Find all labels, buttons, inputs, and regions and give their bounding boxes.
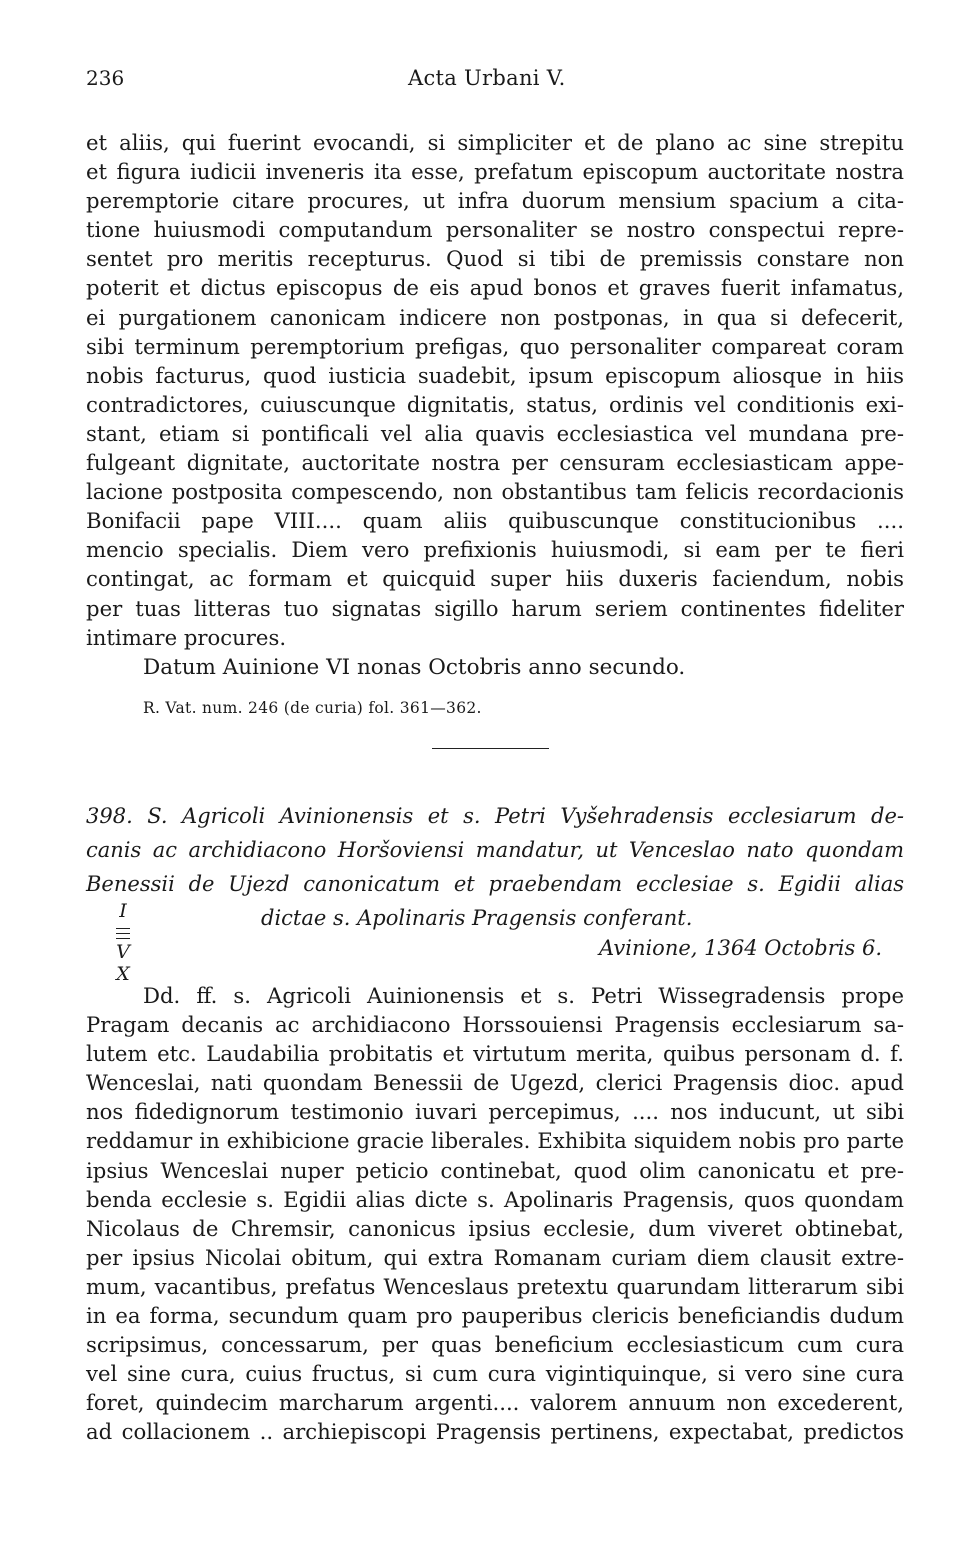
text-line: per ipsius Nicolai obitum, qui extra Romanam curiam diem clausit extre- [86,1244,904,1270]
text-line: in ea forma, secundum quam pro pauperibus clericis beneficiandis dudum [86,1303,904,1329]
text-line: ei purgationem canonicam indicere non postponas, in qua si defecerit, [86,304,904,330]
document-heading [86,799,904,935]
running-head: Acta Urbani V. [408,66,566,90]
reference-numeral: V [116,941,130,963]
archival-source: R. Vat. num. 246 (de curia) fol. 361—362. [143,699,482,717]
document-number: 398. [86,804,133,828]
text-line: mencio specialis. Diem vero prefixionis huiusmodi, si eam per te fieri [86,537,904,563]
page-number: 236 [86,66,125,90]
text-line: contingat, ac formam et quicquid super hiis duxeris faciendum, nobis [86,566,904,592]
reference-numeral: X [116,963,130,985]
text-line: Nicolaus de Chremsir, canonicus ipsius ecclesie, dum viveret obtinebat, [86,1215,904,1241]
text-line: ipsius Wenceslai nuper peticio continebat, quod olim canonicatu et pre- [86,1157,904,1183]
text-line: vel sine cura, cuius fructus, si cum cura vigintiquinque, si vero sine cura [86,1361,904,1387]
text-line: ad collacionem .. archiepiscopi Pragensis pertinens, expectabat, predictos [86,1419,904,1445]
text-line: stant, etiam si pontificali vel alia quavis ecclesiastica vel mundana pre- [86,420,904,446]
heading-line [86,799,904,833]
text-line: tione huiusmodi computandum personaliter se nostro conspectui repre- [86,217,904,243]
text-line: Dd. ff. s. Agricoli Auinionensis et s. Petri Wissegradensis prope [143,983,904,1008]
dating-clause: Datum Auinione VI nonas Octobris anno secundo. [143,655,686,680]
text-line: scripsimus, concessarum, per quas beneficium ecclesiasticum cum cura [86,1332,904,1358]
text-line: et figura iudicii inveneris ita esse, prefatum episcopum auctoritate nostra [86,159,904,185]
text-line: fulgeant dignitate, auctoritate nostra per censuram ecclesiasticam appe- [86,450,904,476]
text-line: foret, quindecim marcharum argenti.... valorem annuum non excederent, [86,1390,904,1416]
text-line: benda ecclesie s. Egidii alias dicte s. Apolinaris Pragensis, quos quondam [86,1186,904,1212]
heading-text: S. Agricoli Avinionensis et s. Petri Vyšehradensis ecclesiarum de- [147,804,904,828]
heading-line: canis ac archidiacono Horšoviensi mandatur, ut Venceslao nato quondam [86,838,904,862]
text-line: per tuas litteras tuo signatas sigillo harum seriem continentes fideliter [86,595,904,621]
text-line: intimare procures. [86,624,287,650]
text-line: nobis facturus, quod iusticia suadebit, ipsum episcopum aliosque in hiis [86,362,904,388]
text-line: poterit et dictus episcopus de eis apud bonos et graves fuerit infamatus, [86,275,904,301]
heading-line: dictae s. Apolinaris Pragensis conferant. [261,906,693,930]
text-line: Bonifacii pape VIII.... quam aliis quibuscunque constitucionibus .... [86,508,904,534]
text-line: reddamur in exhibicione gracie liberales. Exhibita siquidem nobis pro parte [86,1128,904,1154]
reference-numeral: I [119,900,127,922]
text-line: mum, vacantibus, prefatus Wenceslaus pretextu quarundam litterarum sibi [86,1273,904,1299]
page-header [86,66,906,102]
text-line: peremptorie citare procures, ut infra duorum mensium spacium a cita- [86,188,904,214]
heading-line: Benessii de Ujezd canonicatum et praebendam ecclesiae s. Egidii alias [86,872,904,896]
text-line: sibi terminum peremptorium prefigas, quo personaliter compareat coram [86,333,904,359]
text-line: et aliis, qui fuerint evocandi, si simpliciter et de plano ac sine strepitu [86,130,904,155]
text-line: Pragam decanis ac archidiacono Horssouiensi Pragensis ecclesiarum sa- [86,1012,904,1038]
text-line: Wenceslai, nati quondam Benessii de Ugezd, clerici Pragensis dioc. apud [86,1070,904,1096]
text-line: lacione postposita compescendo, non obstantibus tam felicis recordacionis [86,479,904,505]
register-reference-mark [103,900,143,985]
text-line: nos fidedignorum testimonio iuvari percepimus, .... nos inducunt, ut sibi [86,1099,904,1125]
text-line: sentet pro meritis recepturus. Quod si tibi de premissis constare non [86,246,904,272]
place-and-date: Avinione, 1364 Octobris 6. [599,936,882,960]
section-divider [432,748,549,749]
document-body [86,981,904,1447]
text-line: lutem etc. Laudabilia probitatis et virtutum merita, quibus personam d. f. [86,1041,904,1067]
text-line: contradictores, cuiuscunque dignitatis, status, ordinis vel conditionis exi- [86,391,904,417]
letter-continuation [86,128,904,652]
equals-mark [116,928,130,939]
